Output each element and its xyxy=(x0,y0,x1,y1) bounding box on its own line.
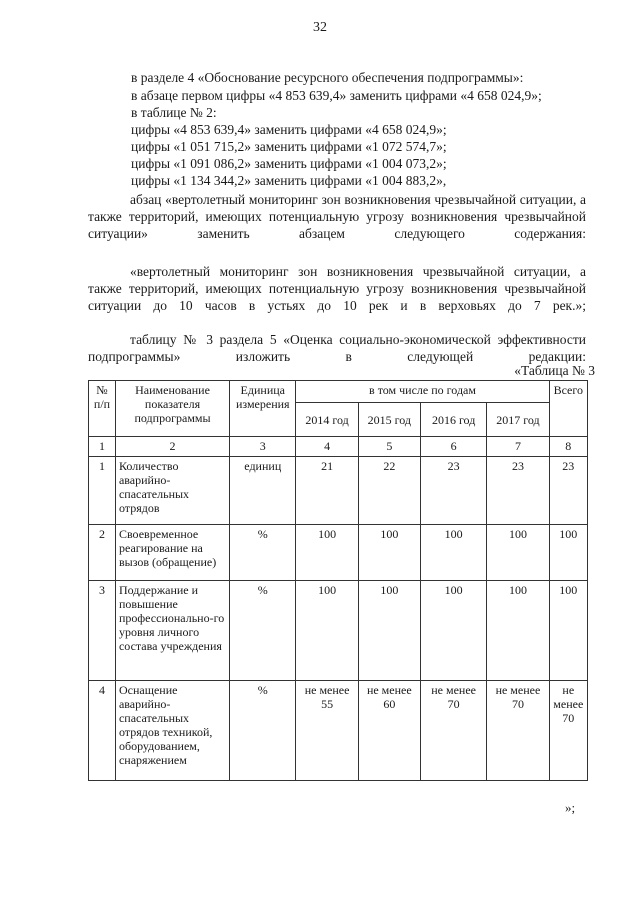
value-2014: 100 xyxy=(296,525,358,581)
header-years: в том числе по годам xyxy=(296,381,549,403)
paragraph-table-intro: таблицу № 3 раздела 5 «Оценка социально-экономической эффективности подпрограммы» изложить в следующей редакции: xyxy=(88,332,586,364)
unit: % xyxy=(230,525,296,581)
header-number: № п/п xyxy=(89,381,116,437)
value-total: не менее 70 xyxy=(549,681,587,781)
colnum: 7 xyxy=(487,437,549,457)
table-caption: «Таблица № 3 xyxy=(514,363,595,378)
row-number: 4 xyxy=(89,681,116,781)
value-2016: не менее 70 xyxy=(420,681,486,781)
value-2015: 100 xyxy=(358,525,420,581)
value-total: 100 xyxy=(549,525,587,581)
header-unit: Единица измерения xyxy=(230,381,296,437)
table-row xyxy=(89,581,588,681)
page-number: 32 xyxy=(313,20,327,35)
paragraph-quote: «вертолетный мониторинг зон возникновения чрезвычайной ситуации, а также территорий, имеющих потенциальную угрозу возникновения чрезвычайной ситуации до 10 часов в устьях до 10 рек и в верховьях до 7 рек.»; xyxy=(88,264,586,313)
text-line-figures-2: цифры «1 051 715,2» заменить цифрами «1 072 574,7»; xyxy=(131,139,447,154)
row-number: 2 xyxy=(89,525,116,581)
colnum: 8 xyxy=(549,437,587,457)
value-2017: 23 xyxy=(487,457,549,525)
unit: единиц xyxy=(230,457,296,525)
value-2015: 22 xyxy=(358,457,420,525)
value-2016: 23 xyxy=(420,457,486,525)
header-year-2014: 2014 год xyxy=(296,403,358,437)
indicator-name: Своевременное реагирование на вызов (обращение) xyxy=(115,525,229,581)
value-2014: не менее 55 xyxy=(296,681,358,781)
value-2017: 100 xyxy=(487,525,549,581)
value-total: 100 xyxy=(549,581,587,681)
text-line-figures-4: цифры «1 134 344,2» заменить цифрами «1 004 883,2», xyxy=(131,173,447,188)
header-total: Всего xyxy=(549,381,587,437)
table-row xyxy=(89,457,588,525)
value-2014: 100 xyxy=(296,581,358,681)
header-name: Наименование показателя подпрограммы xyxy=(115,381,229,437)
unit: % xyxy=(230,681,296,781)
colnum: 2 xyxy=(115,437,229,457)
header-year-2017: 2017 год xyxy=(487,403,549,437)
indicator-name: Поддержание и повышение профессионально-го уровня личного состава учреждения xyxy=(115,581,229,681)
closing-quote: »; xyxy=(565,800,576,815)
value-2016: 100 xyxy=(420,581,486,681)
paragraph-abzac: абзац «вертолетный мониторинг зон возникновения чрезвычайной ситуации, а также территорий, имеющих потенциальную угрозу возникновения чрезвычайной ситуации» заменить абзацем следующего содержания: xyxy=(88,192,586,241)
table-row-column-numbers xyxy=(89,437,588,457)
table-3 xyxy=(88,380,588,781)
colnum: 6 xyxy=(420,437,486,457)
header-year-2016: 2016 год xyxy=(420,403,486,437)
indicator-name: Оснащение аварийно-спасательных отрядов техникой, оборудованием, снаряжением xyxy=(115,681,229,781)
value-2017: 100 xyxy=(487,581,549,681)
unit: % xyxy=(230,581,296,681)
colnum: 4 xyxy=(296,437,358,457)
table-row xyxy=(89,525,588,581)
text-line-figures-3: цифры «1 091 086,2» заменить цифрами «1 004 073,2»; xyxy=(131,156,447,171)
text-line-table2: в таблице № 2: xyxy=(131,105,217,120)
text-line-first-paragraph: в абзаце первом цифры «4 853 639,4» заменить цифрами «4 658 024,9»; xyxy=(131,88,542,103)
value-2014: 21 xyxy=(296,457,358,525)
value-2016: 100 xyxy=(420,525,486,581)
table-row xyxy=(89,681,588,781)
colnum: 5 xyxy=(358,437,420,457)
row-number: 3 xyxy=(89,581,116,681)
text-line-section4: в разделе 4 «Обоснование ресурсного обеспечения подпрограммы»: xyxy=(131,70,524,85)
value-2015: 100 xyxy=(358,581,420,681)
row-number: 1 xyxy=(89,457,116,525)
value-2017: не менее 70 xyxy=(487,681,549,781)
text-line-figures-1: цифры «4 853 639,4» заменить цифрами «4 658 024,9»; xyxy=(131,122,447,137)
indicator-name: Количество аварийно-спасательных отрядов xyxy=(115,457,229,525)
value-total: 23 xyxy=(549,457,587,525)
value-2015: не менее 60 xyxy=(358,681,420,781)
header-year-2015: 2015 год xyxy=(358,403,420,437)
colnum: 3 xyxy=(230,437,296,457)
colnum: 1 xyxy=(89,437,116,457)
